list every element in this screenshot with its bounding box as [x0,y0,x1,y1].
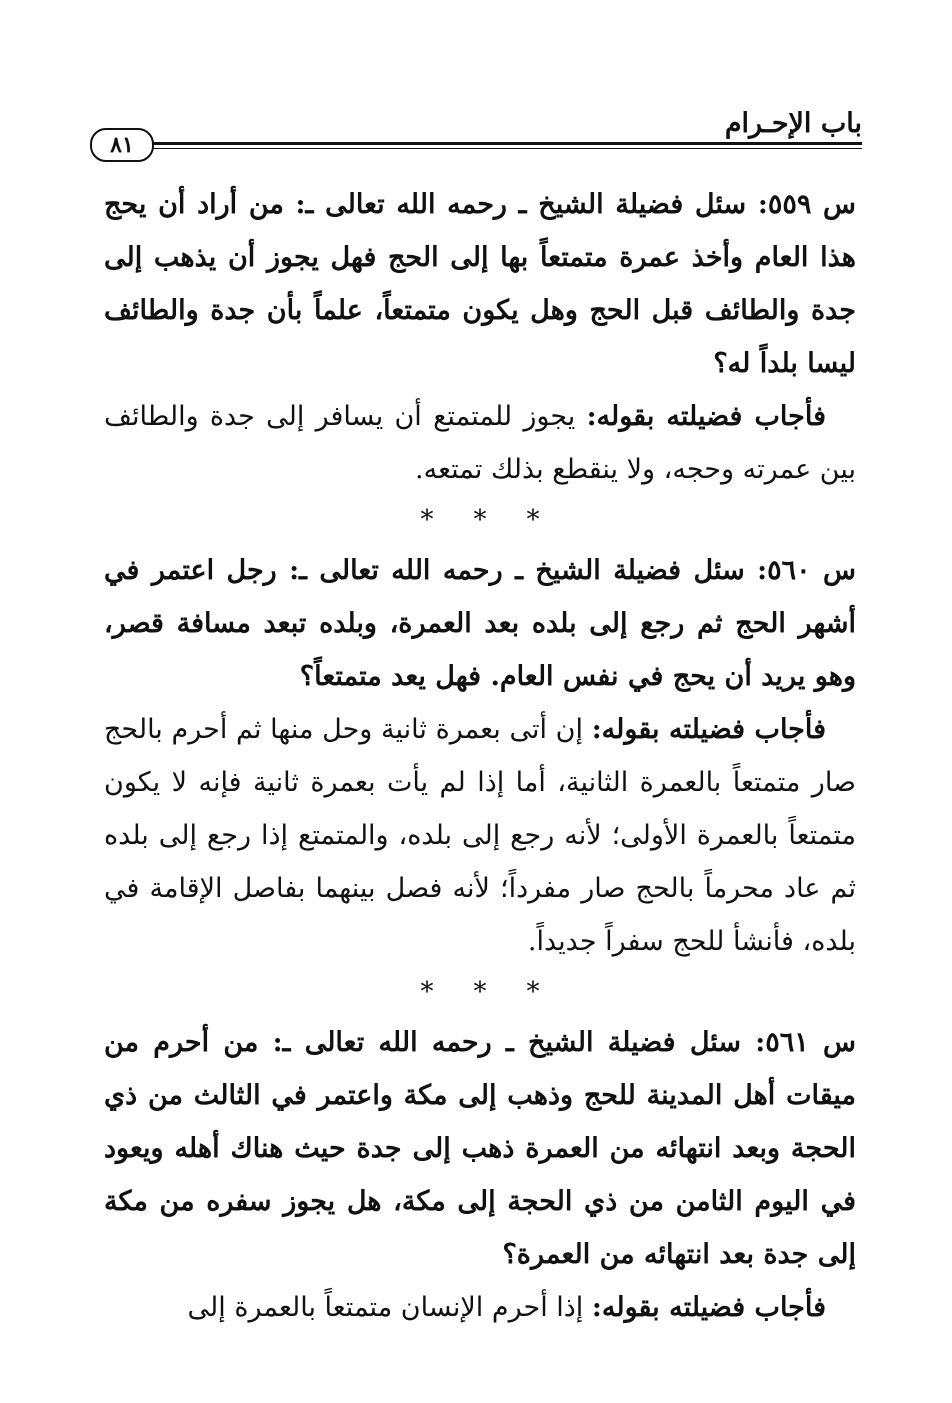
section-separator [104,496,856,544]
question-text: سئل فضيلة الشيخ ـ رحمه الله تعالى ـ: من أراد أن يحج هذا العام وأخذ عمرة متمتعاً بها إلى الحج فهل يجوز أن يذهب إلى جدة والطائف قبل الحج وهل يكون متمتعاً، علماً بأن جدة والطائف ليسا بلداً له؟ [104,189,856,379]
answer-lead: فأجاب فضيلته بقوله: [586,401,826,432]
answer-561 [104,1281,856,1334]
question-text: سئل فضيلة الشيخ ـ رحمه الله تعالى ـ: من أحرم من ميقات أهل المدينة للحج وذهب إلى مكة واعتمر في الثالث من ذي الحجة وبعد انتهائه من العمرة ذهب إلى جدة حيث هناك أهله ويعود في اليوم الثامن من ذي الحجة إلى مكة، هل يجوز سفره من مكة إلى جدة بعد انتهائه من العمرة؟ [104,1027,856,1270]
answer-text: إن أتى بعمرة ثانية وحل منها ثم أحرم بالحج صار متمتعاً بالعمرة الثانية، أما إذا لم يأت بعمرة ثانية فإنه لا يكون متمتعاً بالعمرة الأولى؛ لأنه رجع إلى بلده، والمتمتع إذا رجع إلى بلده ثم عاد محرماً بالحج صار مفرداً؛ لأنه فصل بينهما بفاصل الإقامة في بلده، فأنشأ للحج سفراً جديداً. [104,714,856,957]
asterisk-glyph: * [526,505,540,535]
answer-lead: فأجاب فضيلته بقوله: [591,1292,826,1323]
asterisk-glyph: * [526,977,540,1007]
asterisk-glyph: * [420,505,434,535]
question-number: س ٥٦٠: [757,555,856,586]
answer-560 [104,703,856,968]
section-separator [104,968,856,1016]
page-body [104,178,856,1334]
page-header [90,108,862,158]
question-559 [104,178,856,390]
asterisk-glyph: * [473,505,487,535]
answer-lead: فأجاب فضيلته بقوله: [591,714,827,745]
question-number: س ٥٥٩: [757,189,856,220]
answer-559 [104,390,856,496]
asterisk-glyph: * [420,977,434,1007]
question-561 [104,1016,856,1281]
question-text: سئل فضيلة الشيخ ـ رحمه الله تعالى ـ: رجل اعتمر في أشهر الحج ثم رجع إلى بلده بعد العمرة، وبلده تبعد مسافة قصر، وهو يريد أن يحج في نفس العام. فهل يعد متمتعاً؟ [104,555,856,692]
answer-text: إذا أحرم الإنسان متمتعاً بالعمرة إلى [187,1292,584,1323]
answer-text: يجوز للمتمتع أن يسافر إلى جدة والطائف بين عمرته وحجه، ولا ينقطع بذلك تمتعه. [104,401,856,485]
chapter-title: باب الإحـرام [724,108,862,139]
question-560 [104,544,856,703]
asterisk-glyph: * [473,977,487,1007]
question-number: س ٥٦١: [755,1027,856,1058]
page-number: ٨١ [90,128,154,162]
header-rule-thin [145,148,862,149]
header-rule-thick [145,142,862,145]
